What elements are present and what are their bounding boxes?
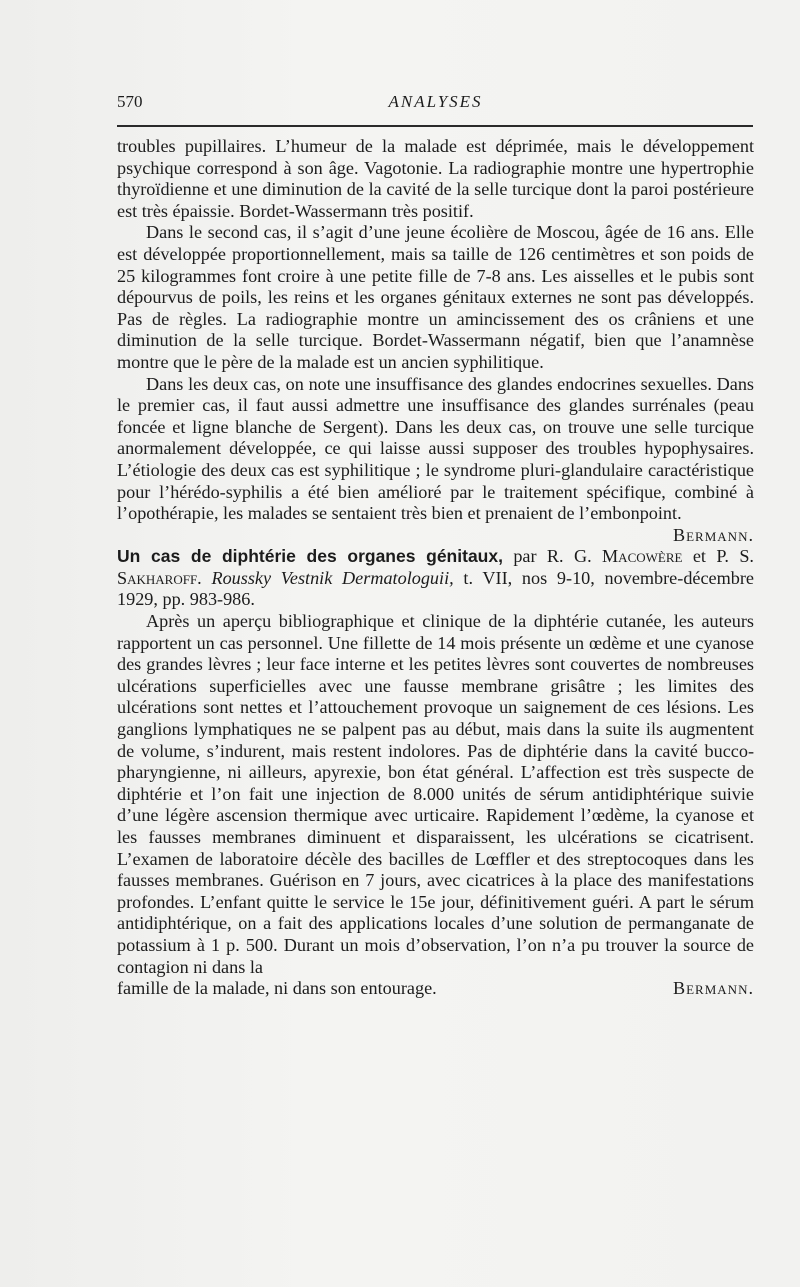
and-text: et bbox=[682, 546, 717, 567]
page-body bbox=[117, 136, 754, 1000]
running-title: ANALYSES bbox=[388, 92, 483, 111]
header-rule bbox=[117, 125, 753, 127]
author-2: P. S. Sakharoff. bbox=[117, 546, 754, 588]
by-text: par bbox=[502, 546, 547, 567]
article-title: Un cas de diphtérie des organes génitaux, bbox=[117, 546, 503, 567]
last-line-text: famille de la malade, ni dans son entourage. bbox=[117, 978, 437, 999]
page-number: 570 bbox=[117, 92, 143, 111]
author-1: R. G. Macowère bbox=[546, 546, 683, 567]
article-body: Après un aperçu bibliographique et clinique de la diphtérie cutanée, les auteurs rapportent un cas personnel. Une fillette de 14 mois présente un œdème et une cyanose des grandes lèvres ; leur face interne et les petites lèvres sont couvertes de nombreuses ulcérations superficielles avec une fausse membrane grisâtre ; les limites des ulcérations sont nettes et l’attouchement provoque un saignement de ces lésions. Les ganglions lymphatiques ne se palpent pas au début, mais dans la suite ils augmentent de volume, s’indurent, mais restent indolores. Pas de diphtérie dans la cavité bucco-pharyngienne, ni ailleurs, apyrexie, bon état général. L’affection est très suspecte de diphtérie et l’on fait une injection de 8.000 unités de sérum antidiphtérique suivie d’une légère ascension thermique avec urticaire. Rapidement l’œdème, la cyanose et les fausses membranes diminuent et disparaissent, les ulcérations se cicatrisent. L’examen de laboratoire décèle des bacilles de Lœffler et des streptocoques dans les fausses membranes. Guérison en 7 jours, avec cicatrices à la place des manifestations profondes. L’enfant quitte le service le 15e jour, définitivement guéri. A part le sérum antidiphtérique, on a fait des applications locales d’une solution de permanganate de potassium à 1 p. 500. Durant un mois d’observation, l’on n’a pu trouver la source de contagion ni dans la bbox=[117, 611, 754, 977]
signature-1: Bermann. bbox=[672, 524, 754, 545]
article-last-line bbox=[117, 978, 754, 1000]
signature-2: Bermann. bbox=[672, 978, 754, 999]
journal-name: Roussky Vestnik Dermatologuii, bbox=[211, 567, 454, 588]
paragraph-2: Dans le second cas, il s’agit d’une jeune écolière de Moscou, âgée de 16 ans. Elle est développée proportionnellement, mais sa taille de 126 centimètres et son poids de 25 kilogrammes font croire à une petite fille de 7-8 ans. Les aisselles et le pubis sont dépourvus de poils, les reins et les organes génitaux externes ne sont pas développés. Pas de règles. La radiographie montre un amincissement des os crâniens et une diminution de la selle turcique. Bordet-Wassermann négatif, bien que l’anamnèse montre que le père de la malade est un ancien syphilitique. bbox=[117, 222, 754, 372]
citation: t. VII, nos 9-10, novembre-décembre 1929, pp. 983-986. bbox=[117, 567, 754, 610]
article-heading bbox=[117, 546, 754, 611]
paragraph-3: Dans les deux cas, on note une insuffisance des glandes endocrines sexuelles. Dans le premier cas, il faut aussi admettre une insuffisance des glandes surrénales (peau foncée et ligne blanche de Sergent). Dans les deux cas, on trouve une selle turcique anormalement développée, ce qui laisse aussi supposer des troubles hypophysaires. L’étiologie des deux cas est syphilitique ; le syndrome pluri-glandulaire caractéristique pour l’hérédo-syphilis a été bien amélioré par le traitement spécifique, combiné à l’opothérapie, les malades se sentaient très bien et prenaient de l’embonpoint. bbox=[117, 373, 754, 524]
page-header bbox=[117, 92, 754, 114]
paragraph-1: troubles pupillaires. L’humeur de la malade est déprimée, mais le développement psychique correspond à son âge. Vagotonie. La radiographie montre une hypertrophie thyroïdienne et une diminution de la cavité de la selle turcique dont la paroi postérieure est très épaissie. Bordet-Wassermann très positif. bbox=[117, 136, 754, 221]
